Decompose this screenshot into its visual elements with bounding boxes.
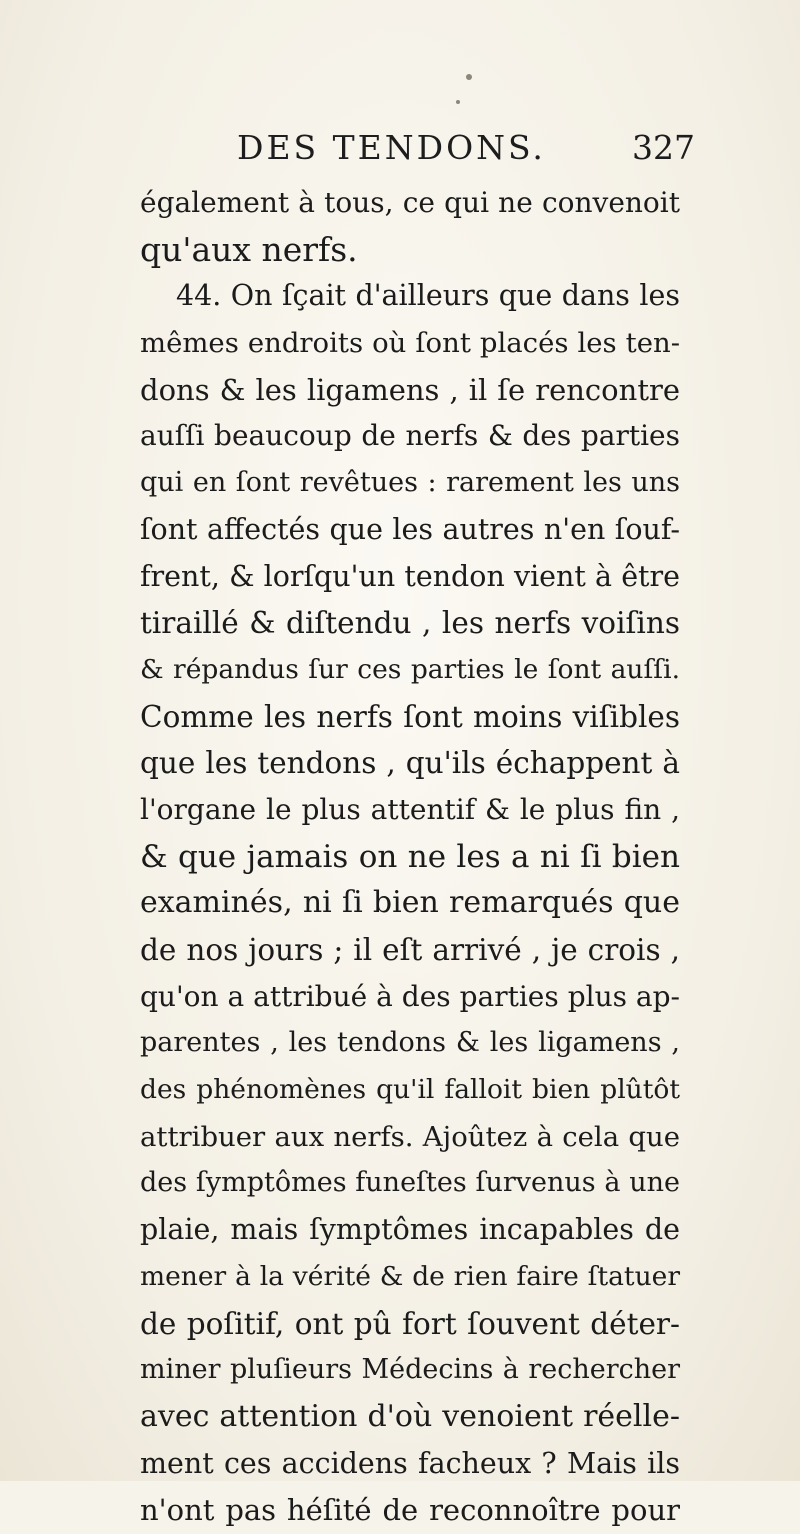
text-line: des phénomènes qu'il falloit bien plûtôt [140, 1074, 680, 1106]
text-line: des ſymptômes funeſtes ſurvenus à une [140, 1167, 680, 1199]
text-line: examinés, ni ſi bien remarqués que [140, 885, 680, 921]
page-header [0, 128, 800, 178]
text-line: miner pluſieurs Médecins à rechercher [140, 1354, 680, 1386]
text-line: frent, & lorſqu'un tendon vient à être [140, 559, 680, 593]
text-line: de nos jours ; il eſt arrivé , je crois , [140, 933, 680, 967]
text-line: auſſi beaucoup de nerfs & des parties [140, 419, 680, 453]
text-line: n'ont pas héſité de reconnoître pour [140, 1493, 680, 1528]
text-line: ment ces accidens facheux ? Mais ils [140, 1446, 680, 1480]
text-line: l'organe le plus attentif & le plus fin , [140, 792, 680, 826]
text-line: mêmes endroits où ſont placés les ten- [140, 327, 680, 360]
text-line: dons & les ligamens , il ſe rencontre [140, 372, 680, 407]
text-line: parentes , les tendons & les ligamens , [140, 1027, 680, 1059]
text-line: avec attention d'où venoient réelle- [140, 1398, 680, 1434]
text-line: qu'aux nerfs. [140, 229, 358, 269]
ink-speck [456, 100, 460, 104]
text-line: ſont affectés que les autres n'en ſouf- [140, 512, 680, 546]
text-line: que les tendons , qu'ils échappent à [140, 746, 680, 781]
text-line: attribuer aux nerfs. Ajoûtez à cela que [140, 1120, 680, 1153]
text-line: plaie, mais ſymptômes incapables de [140, 1213, 680, 1247]
text-line: mener à la vérité & de rien faire ſtatuer [140, 1260, 680, 1292]
text-line: & que jamais on ne les a ni ſi bien [140, 838, 680, 875]
text-line: de poſitif, ont pû fort ſouvent déter- [140, 1306, 680, 1341]
body-text [140, 180, 680, 1534]
text-line: Comme les nerfs ſont moins viſibles [140, 699, 680, 734]
text-line: qu'on a attribué à des parties plus ap- [140, 979, 680, 1013]
text-line: tiraillé & diſtendu , les nerfs voiſins [140, 606, 680, 641]
text-line: qui en ſont revêtues : rarement les uns [140, 467, 680, 499]
ink-speck [466, 74, 472, 80]
text-line: également à tous, ce qui ne convenoit [140, 186, 680, 219]
text-line: & répandus ſur ces parties le ſont auſſi. [140, 653, 680, 685]
page-number: 327 [632, 128, 695, 167]
text-line: 44. On ſçait d'ailleurs que dans les [176, 279, 680, 313]
running-head: DES TENDONS. [237, 128, 546, 167]
